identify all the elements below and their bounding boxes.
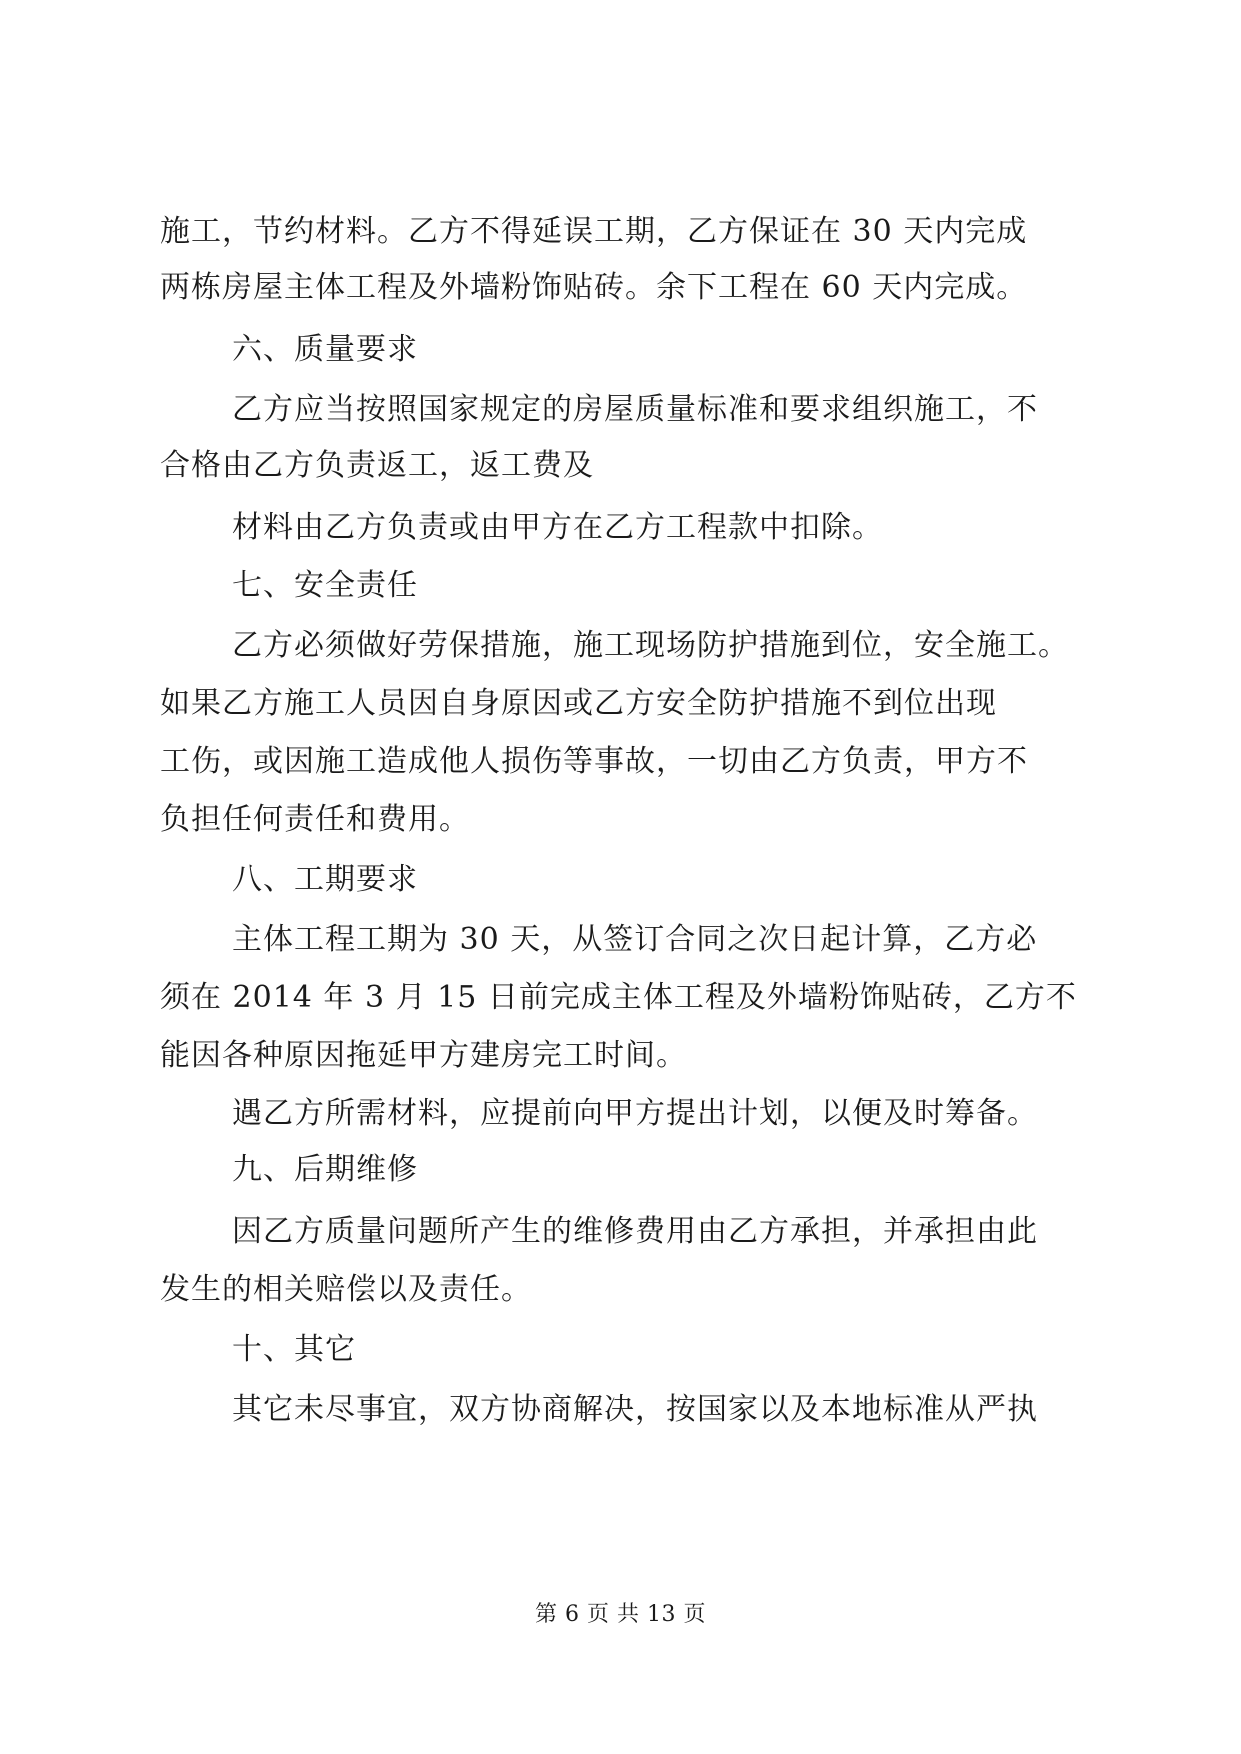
body-line-4: 乙方应当按照国家规定的房屋质量标准和要求组织施工，不 [232,392,1038,427]
body-line-9: 如果乙方施工人员因自身原因或乙方安全防护措施不到位出现 [160,686,997,721]
body-line-19: 发生的相关赔偿以及责任。 [160,1272,532,1307]
body-line-10: 工伤，或因施工造成他人损伤等事故，一切由乙方负责，甲方不 [160,744,1028,779]
body-line-13: 主体工程工期为 30 天，从签订合同之次日起计算，乙方必 [232,922,1038,957]
body-line-6: 材料由乙方负责或由甲方在乙方工程款中扣除。 [232,510,883,545]
section-heading-other: 十、其它 [232,1332,356,1367]
section-heading-safety: 七、安全责任 [232,568,418,603]
body-line-21: 其它未尽事宜，双方协商解决，按国家以及本地标准从严执 [232,1392,1038,1427]
body-line-15: 能因各种原因拖延甲方建房完工时间。 [160,1038,687,1073]
body-line-14: 须在 2014 年 3 月 15 日前完成主体工程及外墙粉饰贴砖，乙方不 [160,980,1077,1015]
section-heading-quality: 六、质量要求 [232,332,418,367]
body-line-5: 合格由乙方负责返工，返工费及 [160,448,594,483]
body-line-11: 负担任何责任和费用。 [160,802,470,837]
section-heading-maintenance: 九、后期维修 [232,1152,418,1187]
body-line-1: 施工，节约材料。乙方不得延误工期，乙方保证在 30 天内完成 [160,214,1028,249]
body-line-16: 遇乙方所需材料，应提前向甲方提出计划，以便及时筹备。 [232,1096,1038,1131]
page-number-footer: 第 6 页 共 13 页 [535,1602,706,1627]
body-line-2: 两栋房屋主体工程及外墙粉饰贴砖。余下工程在 60 天内完成。 [160,270,1028,305]
body-line-18: 因乙方质量问题所产生的维修费用由乙方承担，并承担由此 [232,1214,1038,1249]
section-heading-schedule: 八、工期要求 [232,862,418,897]
body-line-8: 乙方必须做好劳保措施，施工现场防护措施到位，安全施工。 [232,628,1069,663]
